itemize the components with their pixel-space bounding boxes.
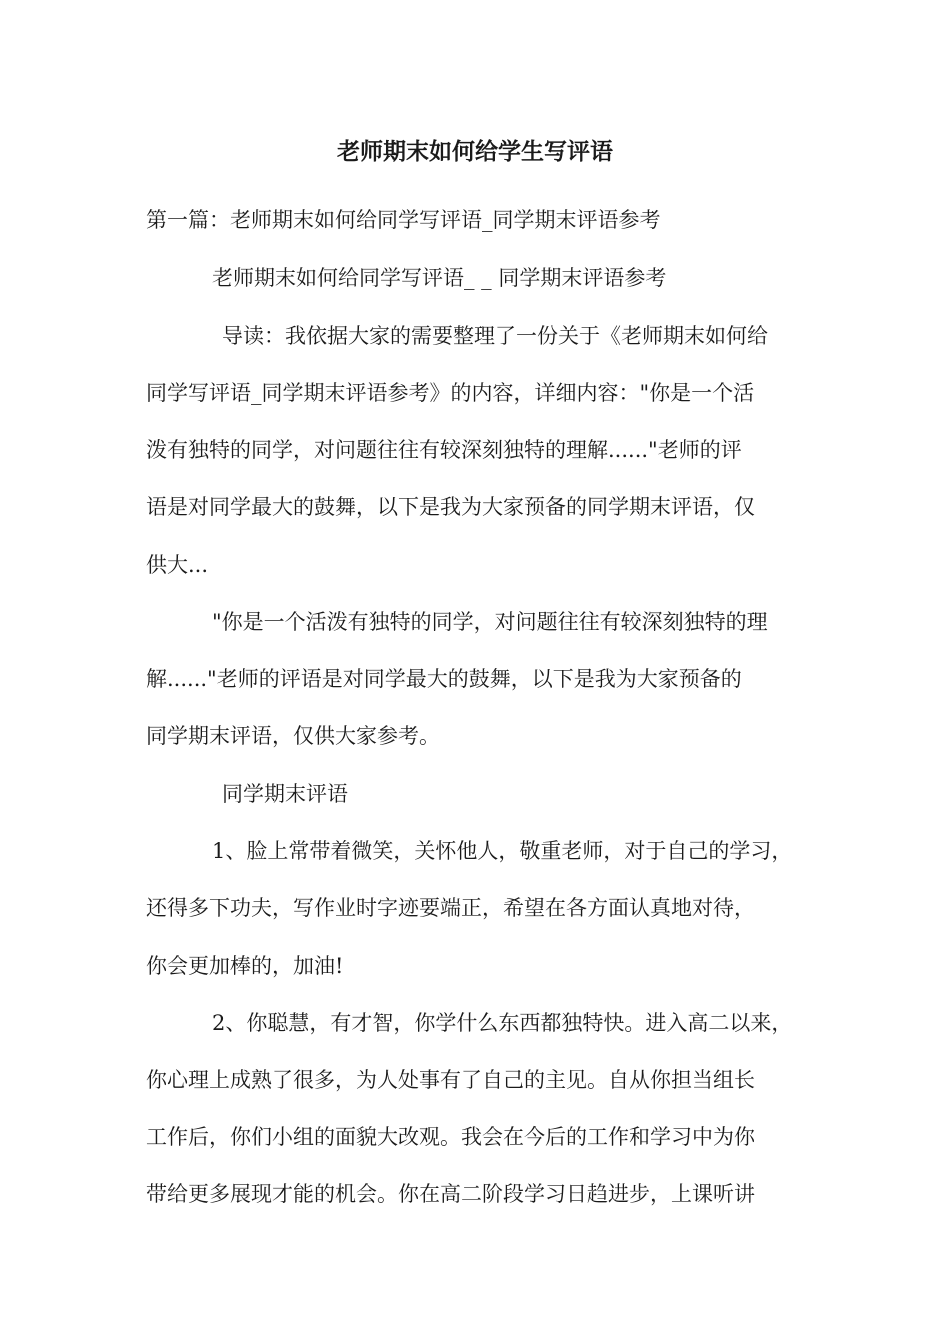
paragraph-line: 同学写评语_同学期末评语参考》的内容，详细内容："你是一个活 xyxy=(146,381,755,405)
paragraph-line: 语是对同学最大的鼓舞，以下是我为大家预备的同学期末评语，仅 xyxy=(146,495,755,519)
article-title: 老师期末如何给同学写评语_ _ 同学期末评语参考 xyxy=(212,266,667,290)
section-heading: 第一篇：老师期末如何给同学写评语_同学期末评语参考 xyxy=(146,208,661,232)
paragraph-line: 同学期末评语，仅供大家参考。 xyxy=(146,724,440,748)
paragraph-line: 2、你聪慧，有才智，你学什么东西都独特快。进入高二以来， xyxy=(212,1011,793,1035)
paragraph-line: 供大... xyxy=(146,553,209,577)
paragraph-line: 工作后，你们小组的面貌大改观。我会在今后的工作和学习中为你 xyxy=(146,1125,755,1149)
document-title: 老师期末如何给学生写评语 xyxy=(337,139,613,165)
paragraph-line: 泼有独特的同学，对问题往往有较深刻独特的理解......"老师的评 xyxy=(146,438,742,462)
paragraph-line: 你会更加棒的，加油! xyxy=(146,954,344,978)
subheading: 同学期末评语 xyxy=(222,782,348,806)
paragraph-line: 带给更多展现才能的机会。你在高二阶段学习日趋进步，上课听讲 xyxy=(146,1182,755,1206)
paragraph-line: 还得多下功夫，写作业时字迹要端正，希望在各方面认真地对待， xyxy=(146,896,755,920)
paragraph-line: 导读：我依据大家的需要整理了一份关于《老师期末如何给 xyxy=(222,324,768,348)
paragraph-line: "你是一个活泼有独特的同学，对问题往往有较深刻独特的理 xyxy=(212,610,768,634)
paragraph-line: 解......"老师的评语是对同学最大的鼓舞，以下是我为大家预备的 xyxy=(146,667,742,691)
paragraph-line: 你心理上成熟了很多，为人处事有了自己的主见。自从你担当组长 xyxy=(146,1068,755,1092)
paragraph-line: 1、脸上常带着微笑，关怀他人，敬重老师，对于自己的学习， xyxy=(212,839,793,863)
